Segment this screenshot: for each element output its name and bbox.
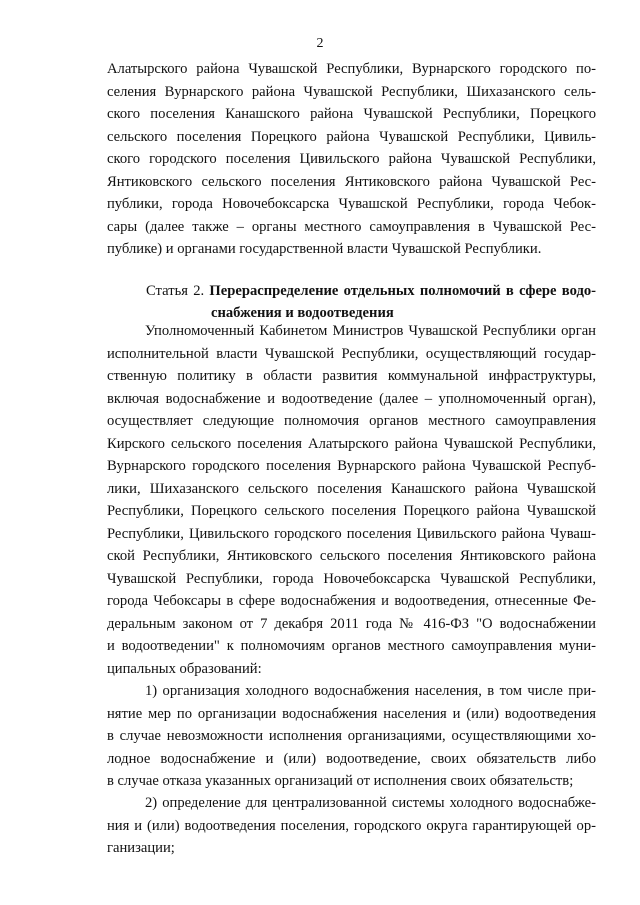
article-label: Статья 2. (146, 283, 205, 299)
text-line: 1) организация холодного водоснабжения населения, в том числе при- (145, 683, 596, 699)
text-line: ской Республики, Янтиковского сельского поселения Янтиковского района (107, 548, 596, 564)
text-line: и водоотведении" к полномочиям органов местного самоуправления муни- (107, 638, 596, 654)
intro-paragraph (107, 58, 596, 261)
article-title: Перераспределение отдельных полномочий в сфере водо- (209, 283, 596, 299)
text-line: осуществляет следующие полномочия органов местного самоуправления (107, 413, 596, 429)
text-line: деральным законом от 7 декабря 2011 года № 416-ФЗ "О водоснабжении (107, 615, 596, 632)
list-item-1 (107, 680, 596, 793)
text-line: 2) определение для централизованной системы холодного водоснабже- (145, 795, 596, 811)
text-line: ния и (или) водоотведения поселения, городского округа гарантирующей ор- (107, 817, 596, 834)
text-line: ского поселения Канашского района Чувашской Республики, Порецкого (107, 106, 596, 122)
article-heading (146, 280, 596, 324)
text-line: селения Вурнарского района Чувашской Республики, Шихазанского сель- (107, 83, 596, 100)
text-line: Вурнарского городского поселения Вурнарского района Чувашской Респуб- (107, 458, 596, 474)
text-line: ственную политику в области развития коммунальной инфраструктуры, (107, 368, 596, 384)
text-line: ципальных образований: (107, 660, 262, 677)
text-line: Янтиковского сельского поселения Янтиковского района Чувашской Рес- (107, 173, 596, 190)
text-line: в случае невозможности исполнения организациями, осуществляющими хо- (107, 728, 596, 744)
text-line: сары (далее также – органы местного самоуправления в Чувашской Рес- (107, 218, 596, 235)
text-line: города Чебоксары в сфере водоснабжения и водоотведения, отнесенные Фе- (107, 593, 596, 609)
text-line: сельского поселения Порецкого района Чувашской Республики, Цивиль- (107, 128, 596, 145)
text-line: публики, города Новочебоксарска Чувашской Республики, города Чебок- (107, 196, 596, 212)
text-line: ского городского поселения Цивильского района Чувашской Республики, (107, 151, 596, 167)
text-line: в случае отказа указанных организаций от исполнения своих обязательств; (107, 773, 574, 789)
text-line: ганизации; (107, 840, 175, 856)
text-line: исполнительной власти Чувашской Республики, осуществляющий государ- (107, 345, 596, 362)
article-title-continued: снабжения и водоотведения (211, 305, 394, 321)
text-line: Алатырского района Чувашской Республики, Вурнарского городского по- (107, 61, 596, 77)
list-item-2 (107, 792, 596, 860)
text-line: лодное водоснабжение и (или) водоотведение, своих обязательств либо (107, 750, 596, 767)
text-line: Республики, Порецкого сельского поселения Порецкого района Чувашской (107, 503, 596, 519)
text-line: Республики, Цивильского городского поселения Цивильского района Чуваш- (107, 525, 596, 542)
text-line: включая водоснабжение и водоотведение (далее – уполномоченный орган), (107, 390, 596, 407)
text-line: публике) и органами государственной власти Чувашской Республики. (107, 241, 542, 257)
text-line: нятие мер по организации водоснабжения населения и (или) водоотведения (107, 705, 596, 722)
page-number: 2 (316, 36, 324, 51)
text-line: Кирского сельского поселения Алатырского района Чувашской Республики, (107, 435, 596, 452)
main-paragraph (107, 320, 596, 680)
text-line: Чувашской Республики, города Новочебоксарска Чувашской Республики, (107, 570, 596, 587)
text-line: Уполномоченный Кабинетом Министров Чувашской Республики орган (145, 323, 596, 339)
text-line: лики, Шихазанского сельского поселения Канашского района Чувашской (107, 480, 596, 497)
